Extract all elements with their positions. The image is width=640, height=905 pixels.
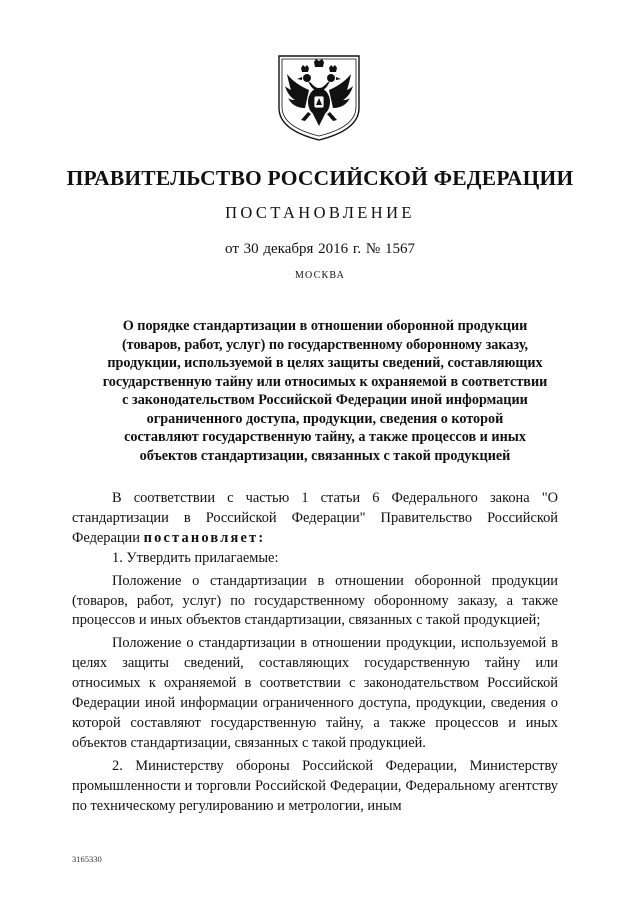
decree-word: постановляет: (143, 529, 266, 546)
document-date-number: от 30 декабря 2016 г. № 1567 (225, 241, 415, 257)
subject-line: государственную тайну или относимых к охраняемой в соответствии (102, 373, 548, 390)
subject-line: О порядке стандартизации в отношении оборонной продукции (122, 318, 528, 334)
subject-line: с законодательством Российской Федерации иной информации (122, 392, 528, 408)
subject-line: ограниченного доступа, продукции, сведения о которой (146, 410, 504, 427)
intro-text: В соответствии с частью 1 статьи 6 Федерального закона "О стандартизации в Российской Федерации" Правительство Российской Федерации (72, 490, 558, 546)
regulation-1-paragraph: Положение о стандартизации в отношении оборонной продукции (товаров, работ, услуг) по государственному оборонному заказу, а также процессов и иных объектов стандартизации, связанных с такой продукцией; (72, 572, 558, 629)
regulation-2-paragraph: Положение о стандартизации в отношении продукции, используемой в целях защиты сведений, составляющих государственную тайну или относимых к охраняемой в соответствии с законодательством Российской Федерации иной информации ограниченного доступа, продукции, сведения о которой составляют государственную тайну, а также процессов и иных объектов стандартизации, связанных с такой продукцией. (72, 635, 558, 751)
document-city: МОСКВА (294, 270, 346, 281)
document-code: 3165330 (72, 854, 102, 864)
government-title: ПРАВИТЕЛЬСТВО РОССИЙСКОЙ ФЕДЕРАЦИИ (66, 166, 574, 190)
document-subject (90, 317, 560, 465)
subject-line: объектов стандартизации, связанных с такой продукцией (139, 447, 511, 464)
subject-line: составляют государственную тайну, а также процессов и иных (124, 429, 526, 445)
russian-coat-of-arms-icon (271, 50, 367, 144)
item-1-paragraph: 1. Утвердить прилагаемые: (112, 549, 279, 566)
document-body (72, 489, 558, 820)
subject-line: (товаров, работ, услуг) по государственному оборонному заказу, (121, 336, 529, 353)
intro-paragraph (72, 489, 558, 549)
subject-line: продукции, используемой в целях защиты сведений, составляющих (107, 355, 543, 371)
item-2-paragraph: 2. Министерству обороны Российской Федерации, Министерству промышленности и торговли Российской Федерации, Федеральному агентству по техническому регулированию и метрологии, иным (72, 757, 558, 814)
document-type: ПОСТАНОВЛЕНИЕ (225, 203, 415, 222)
